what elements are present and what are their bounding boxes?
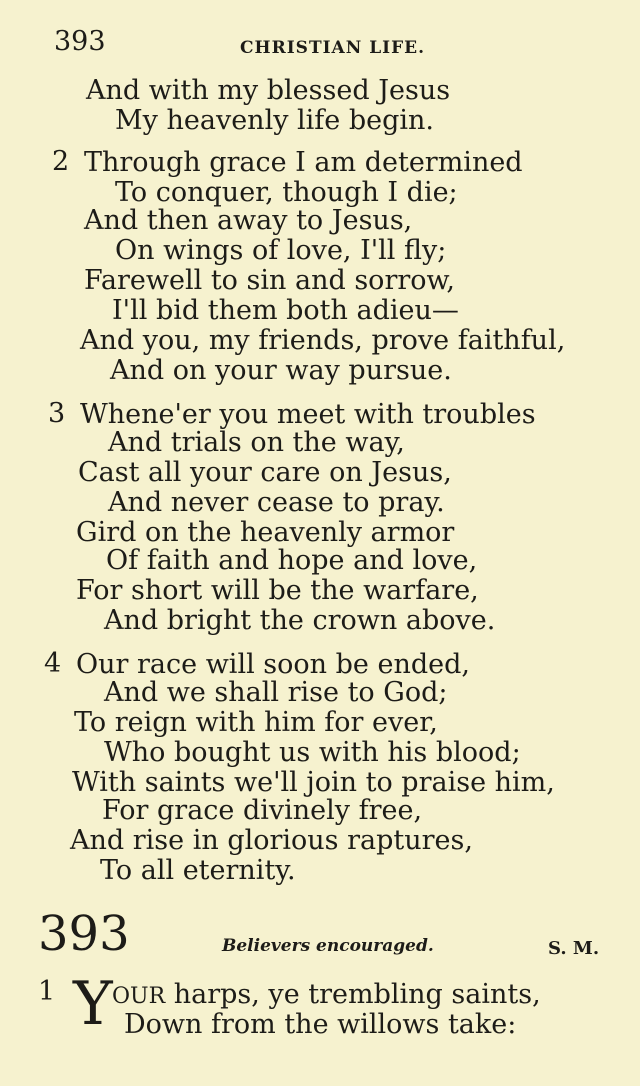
verse-line: Our race will soon be ended, — [76, 649, 470, 680]
verse-line: And never cease to pray. — [108, 487, 445, 518]
verse-line: And on your way pursue. — [110, 355, 452, 386]
verse-line: And with my blessed Jesus — [86, 75, 451, 106]
stanza-number: 3 — [48, 398, 66, 429]
verse-line: For short will be the warfare, — [76, 575, 479, 606]
verse-line: And you, my friends, prove faithful, — [80, 325, 566, 356]
hymn-subtitle: Believers encouraged. — [222, 936, 434, 956]
first-word-caps: OUR — [112, 984, 166, 1009]
verse-line: Through grace I am determined — [84, 147, 523, 178]
verse-line: With saints we'll join to praise him, — [72, 767, 555, 798]
verse-line: Of faith and hope and love, — [106, 545, 478, 576]
verse-line: I'll bid them both adieu— — [112, 295, 459, 326]
verse-line: And we shall rise to God; — [104, 677, 448, 708]
hymn-meter: S. M. — [548, 938, 600, 959]
verse-line: Cast all your care on Jesus, — [78, 457, 452, 488]
stanza-number: 4 — [44, 648, 62, 679]
verse-line: My heavenly life begin. — [115, 105, 435, 136]
page-number: 393 — [54, 26, 106, 57]
verse-line: And then away to Jesus, — [84, 205, 413, 236]
verse-line: Whene'er you meet with troubles — [80, 399, 536, 430]
verse-line: On wings of love, I'll fly; — [115, 235, 447, 266]
verse-line — [112, 980, 541, 1012]
verse-line: And trials on the way, — [108, 427, 405, 458]
verse-line: And rise in glorious raptures, — [70, 825, 473, 856]
verse-line: To conquer, though I die; — [115, 177, 458, 208]
verse-line: Farewell to sin and sorrow, — [84, 265, 455, 296]
hymn-number: 393 — [38, 906, 130, 962]
running-title: CHRISTIAN LIFE. — [240, 38, 426, 58]
verse-line: To all eternity. — [100, 855, 296, 886]
stanza-number: 2 — [52, 146, 70, 177]
verse-line: Down from the willows take: — [124, 1009, 517, 1040]
verse-line: To reign with him for ever, — [74, 707, 438, 738]
verse-line: Who bought us with his blood; — [104, 737, 521, 768]
verse-line: And bright the crown above. — [104, 605, 496, 636]
verse-line: Gird on the heavenly armor — [76, 517, 455, 548]
line-rest: harps, ye trembling saints, — [165, 979, 541, 1010]
stanza-number: 1 — [38, 976, 56, 1007]
drop-cap: Y — [73, 969, 113, 1039]
verse-line: For grace divinely free, — [102, 795, 423, 826]
